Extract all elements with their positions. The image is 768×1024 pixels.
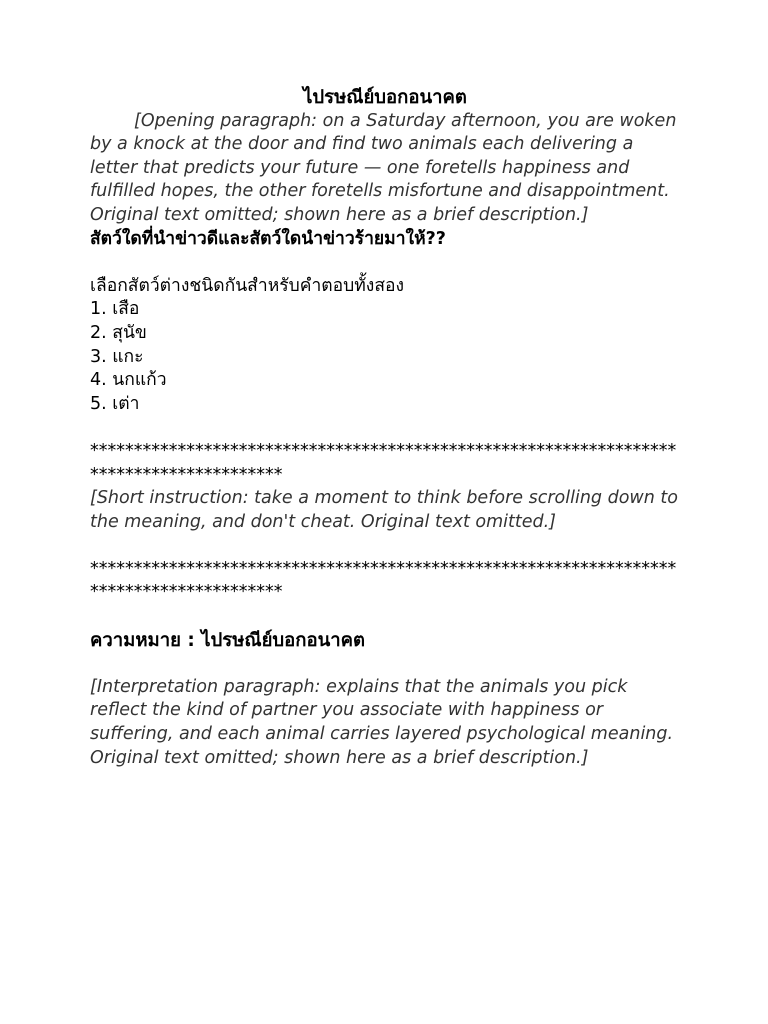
intro-paragraph: [Opening paragraph: on a Saturday afternoon, you are woken by a knock at the door and find two animals each delivering a letter that predicts your future — one foretells happiness and fulfilled hopes, the other foretells misfortune and disappointment. Original text omitted; shown here as a brief description.]	[90, 110, 677, 225]
option-item: 5. เต่า	[90, 393, 140, 414]
meaning-heading: ความหมาย : ไปรษณีย์บอกอนาคต	[90, 629, 366, 651]
spacer	[90, 416, 680, 440]
choose-prompt: เลือกสัตว์ต่างชนิดกันสำหรับคำตอบทั้งสอง	[90, 275, 405, 296]
spacer	[90, 652, 680, 676]
spacer	[90, 534, 680, 558]
document-title: ไปรษณีย์บอกอนาคต	[303, 87, 467, 108]
question-text: สัตว์ใดที่นำข่าวดีและสัตว์ใดนำข่าวร้ายมาให้??	[90, 228, 446, 249]
option-item: 4. นกแก้ว	[90, 370, 167, 391]
separator-line: *****************************************************************************************	[90, 558, 677, 603]
separator-line: *****************************************************************************************	[90, 440, 677, 485]
options-list	[90, 298, 680, 416]
spacer	[90, 251, 680, 275]
option-item: 3. แกะ	[90, 346, 144, 367]
meaning-paragraph: [Interpretation paragraph: explains that the animals you pick reflect the kind of partner you associate with happiness or suffering, and each animal carries layered psychological meaning. Original text omitted; shown here as a brief description.]	[90, 676, 674, 768]
wait-note: [Short instruction: take a moment to think before scrolling down to the meaning, and don't cheat. Original text omitted.]	[90, 488, 678, 532]
spacer	[90, 605, 680, 629]
option-item: 2. สุนัข	[90, 322, 147, 343]
option-item: 1. เสือ	[90, 299, 140, 320]
